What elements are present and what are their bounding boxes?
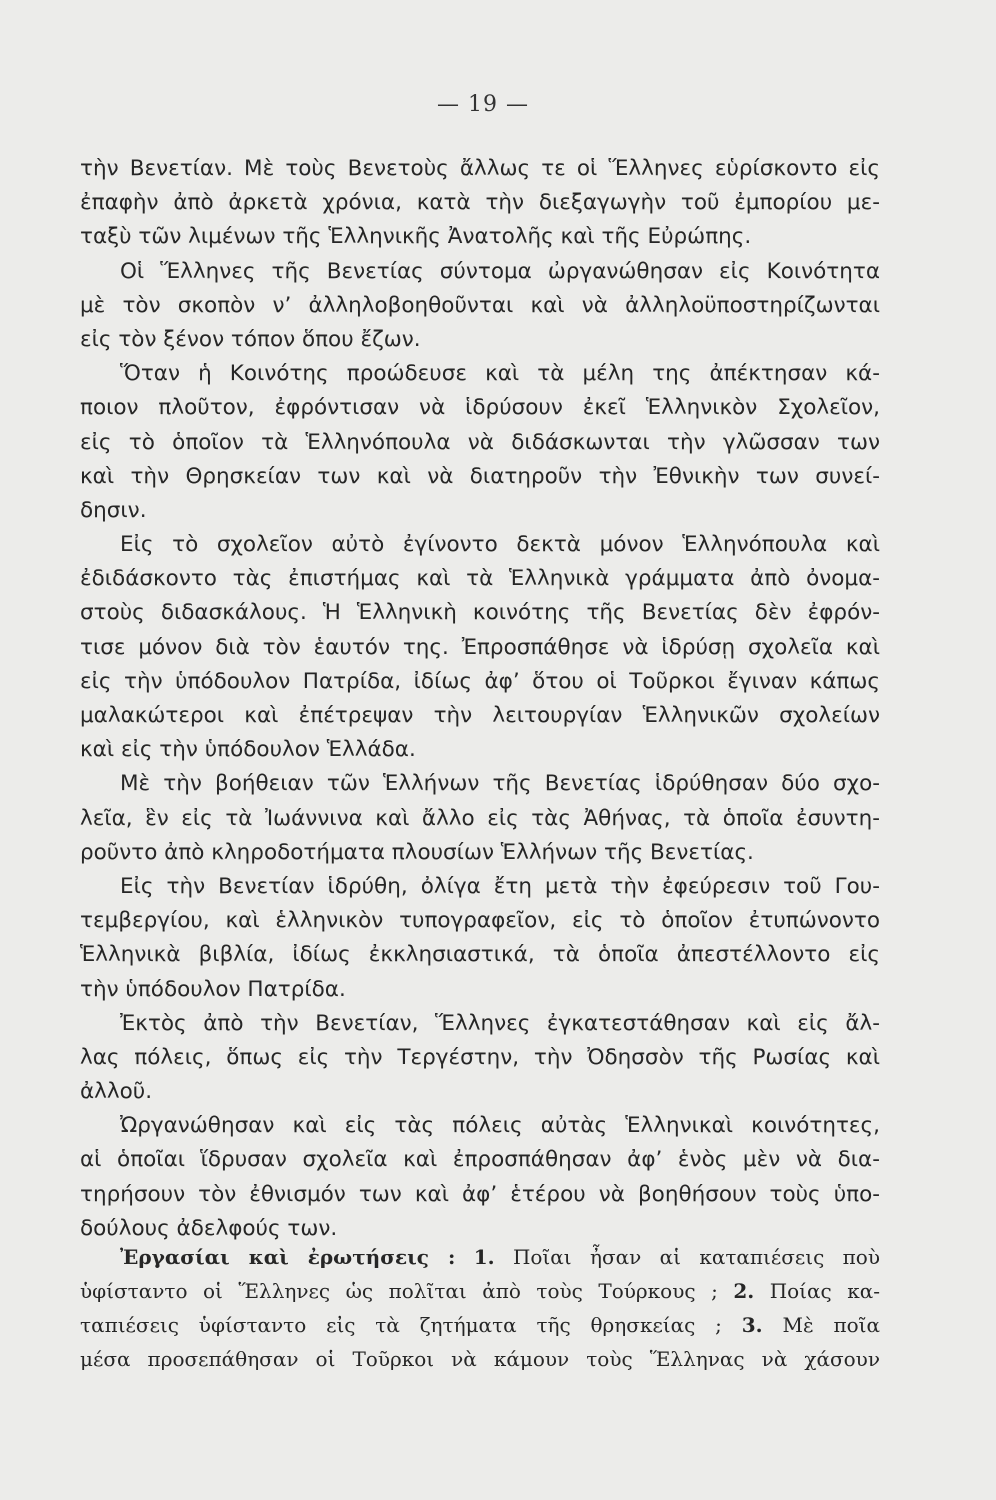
question-text: Μὲ ποῖα <box>782 1313 881 1337</box>
text-line: ταξὺ τῶν λιμένων τῆς Ἑλληνικῆς Ἀνατολῆς καὶ τῆς Εὐρώπης. <box>80 224 752 250</box>
question-text: Ποίας κα- <box>769 1279 880 1303</box>
question-number: 2. <box>733 1279 755 1303</box>
text-line: δησιν. <box>80 497 147 523</box>
text-line: Οἱ Ἕλληνες τῆς Βενετίας σύντομα ὠργανώθησαν εἰς Κοινότητα <box>120 258 880 284</box>
exercises-line <box>80 1308 880 1342</box>
text-line: τηρήσουν τὸν ἐθνισμόν των καὶ ἀφ’ ἑτέρου νὰ βοηθήσουν τοὺς ὑπο- <box>80 1181 880 1207</box>
text-line: Μὲ τὴν βοήθειαν τῶν Ἑλλήνων τῆς Βενετίας ἱδρύθησαν δύο σχο- <box>120 771 880 797</box>
text-line: Ἑλληνικὰ βιβλία, ἰδίως ἐκκλησιαστικά, τὰ ὁποῖα ἀπεστέλλοντο εἰς <box>80 942 880 968</box>
text-line: λεῖα, ἓν εἰς τὰ Ἰωάννινα καὶ ἄλλο εἰς τὰς Ἀθήνας, τὰ ὁποῖα ἐσυντη- <box>80 805 880 831</box>
text-line: εἰς τὴν ὑπόδουλον Πατρίδα, ἰδίως ἀφ’ ὅτου οἱ Τοῦρκοι ἔγιναν κάπως <box>80 668 880 694</box>
exercises-line <box>80 1342 880 1376</box>
text-line: ἐπαφὴν ἀπὸ ἀρκετὰ χρόνια, κατὰ τὴν διεξαγωγὴν τοῦ ἐμπορίου με- <box>80 190 880 216</box>
text-line: Εἰς τὴν Βενετίαν ἱδρύθη, ὀλίγα ἔτη μετὰ τὴν ἐφεύρεσιν τοῦ Γου- <box>120 873 880 899</box>
question-text: ταπιέσεις ὑφίσταντο εἰς τὰ ζητήματα τῆς θρησκείας ; <box>80 1313 722 1337</box>
text-line: λας πόλεις, ὅπως εἰς τὴν Τεργέστην, τὴν Ὀδησσὸν τῆς Ρωσίας καὶ <box>80 1044 880 1070</box>
body-text <box>80 152 880 1246</box>
question-number: 1. <box>473 1245 495 1269</box>
text-line: Ὠργανώθησαν καὶ εἰς τὰς πόλεις αὐτὰς Ἑλληνικαὶ κοινότητες, <box>120 1113 880 1139</box>
text-line: αἱ ὁποῖαι ἵδρυσαν σχολεῖα καὶ ἐπροσπάθησαν ἀφ’ ἑνὸς μὲν νὰ δια- <box>80 1147 880 1173</box>
exercises-section <box>80 1240 880 1376</box>
text-line: τισε μόνον διὰ τὸν ἑαυτόν της. Ἐπροσπάθησε νὰ ἱδρύσῃ σχολεῖα καὶ <box>80 634 880 660</box>
text-line: Ὅταν ἡ Κοινότης προώδευσε καὶ τὰ μέλη της ἀπέκτησαν κά- <box>120 361 880 387</box>
question-text: μέσα προσεπάθησαν οἱ Τοῦρκοι νὰ κάμουν τοὺς Ἕλληνας νὰ χάσουν <box>80 1347 880 1371</box>
question-text: Ποῖαι ἦσαν αἱ καταπιέσεις ποὺ <box>512 1245 881 1269</box>
text-line: ποιον πλοῦτον, ἐφρόντισαν νὰ ἱδρύσουν ἐκεῖ Ἑλληνικὸν Σχολεῖον, <box>80 395 880 421</box>
text-line: ροῦντο ἀπὸ κληροδοτήματα πλουσίων Ἑλλήνων τῆς Βενετίας. <box>80 839 754 865</box>
exercises-line <box>80 1274 880 1308</box>
text-line: εἰς τὸ ὁποῖον τὰ Ἑλληνόπουλα νὰ διδάσκωνται τὴν γλῶσσαν των <box>80 429 880 455</box>
text-line: ἐδιδάσκοντο τὰς ἐπιστήμας καὶ τὰ Ἑλληνικὰ γράμματα ἀπὸ ὀνομα- <box>80 566 880 592</box>
text-line: τεμβεργίου, καὶ ἑλληνικὸν τυπογραφεῖον, εἰς τὸ ὁποῖον ἐτυπώνοντο <box>80 908 880 934</box>
text-line: εἰς τὸν ξένον τόπον ὅπου ἔζων. <box>80 326 421 352</box>
text-line: καὶ εἰς τὴν ὑπόδουλον Ἑλλάδα. <box>80 737 416 763</box>
question-text: ὑφίσταντο οἱ Ἕλληνες ὡς πολῖται ἀπὸ τοὺς Τούρκους ; <box>80 1279 718 1303</box>
text-line: στοὺς διδασκάλους. Ἡ Ἑλληνικὴ κοινότης τῆς Βενετίας δὲν ἐφρόν- <box>80 600 880 626</box>
text-line: μαλακώτεροι καὶ ἐπέτρεψαν τὴν λειτουργίαν Ἑλληνικῶν σχολείων <box>80 703 880 728</box>
text-line: Ἐκτὸς ἀπὸ τὴν Βενετίαν, Ἕλληνες ἐγκατεστάθησαν καὶ εἰς ἄλ- <box>120 1010 880 1036</box>
text-line: δούλους ἀδελφούς των. <box>80 1215 338 1241</box>
exercises-title: Ἐργασίαι καὶ ἐρωτήσεις : <box>120 1245 456 1269</box>
text-line: καὶ τὴν Θρησκείαν των καὶ νὰ διατηροῦν τὴν Ἐθνικὴν των συνεί- <box>80 463 880 489</box>
text-line: τὴν ὑπόδουλον Πατρίδα. <box>80 976 346 1002</box>
text-line: μὲ τὸν σκοπὸν ν’ ἀλληλοβοηθοῦνται καὶ νὰ ἀλληλοϋποστηρίζωνται <box>80 292 880 318</box>
text-line: Εἰς τὸ σχολεῖον αὐτὸ ἐγίνοντο δεκτὰ μόνον Ἑλληνόπουλα καὶ <box>120 532 880 558</box>
text-line: τὴν Βενετίαν. Μὲ τοὺς Βενετοὺς ἄλλως τε οἱ Ἕλληνες εὑρίσκοντο εἰς <box>80 156 880 181</box>
exercises-line <box>80 1240 880 1274</box>
question-number: 3. <box>741 1313 763 1337</box>
page-number: — 19 — <box>437 92 529 117</box>
text-line: ἀλλοῦ. <box>80 1079 153 1105</box>
